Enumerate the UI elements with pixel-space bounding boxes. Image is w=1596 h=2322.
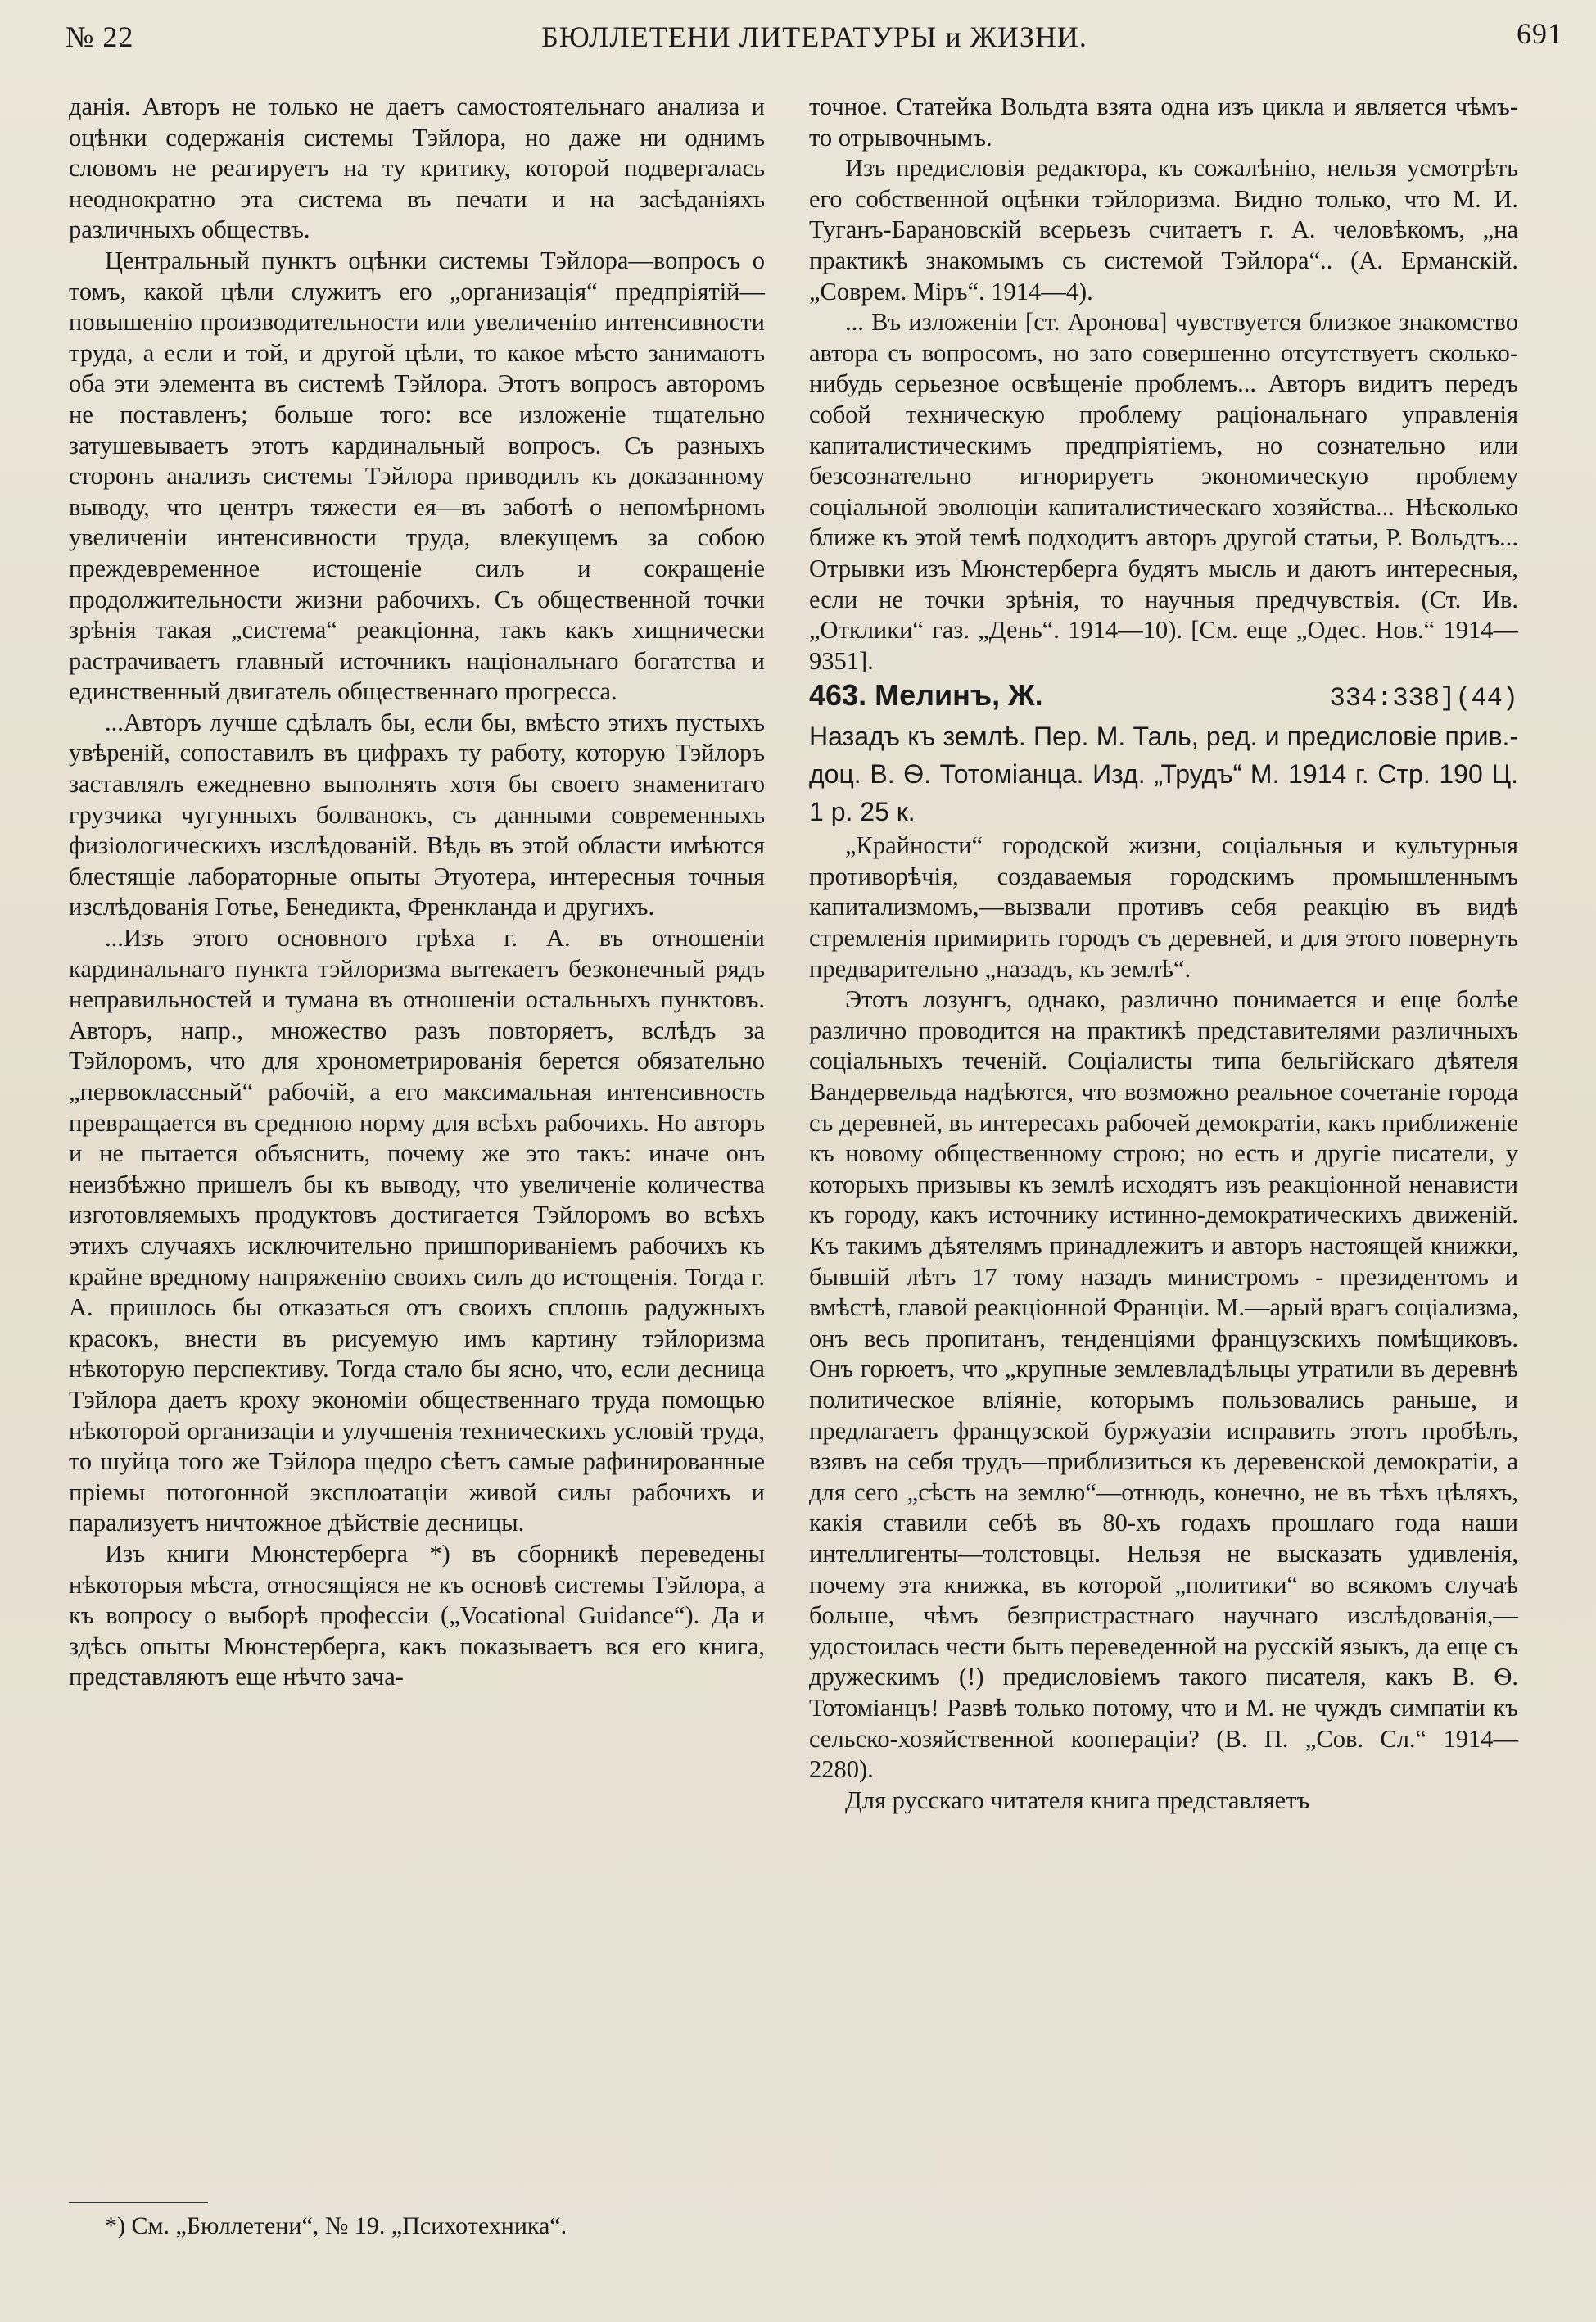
page-number: 691 bbox=[1517, 17, 1563, 50]
left-column bbox=[69, 92, 765, 1693]
paragraph: ...Изъ этого основного грѣха г. А. въ отношеніи кардинальнаго пункта тэйлоризма вытекаетъ безконечный рядъ неправильностей и тумана въ отношеніи остальныхъ пунктовъ. Авторъ, напр., множество разъ повторяетъ, вслѣдъ за Тэйлоромъ, что для хронометрированія берется обязательно „первоклассный“ рабочій, а его максимальная интенсивность превращается въ среднюю норму для всѣхъ рабочихъ. Но авторъ и не пытается объяснить, почему же это такъ: иначе онъ неизбѣжно пришелъ бы къ выводу, что увеличеніе количества изготовляемыхъ продуктовъ достигается Тэйлоромъ во всѣхъ этихъ случаяхъ исключительно пришпориваніемъ рабочихъ къ крайне вредному напряженію своихъ силъ до истощенія. Тогда г. А. пришлось бы отказаться отъ своихъ сплошь радужныхъ красокъ, внести въ рисуемую имъ картину тэйлоризма нѣкоторую перспективу. Тогда стало бы ясно, что, если десница Тэйлора даетъ кроху экономіи общественнаго труда помощью нѣкоторой организаціи и улучшенія техническихъ условій труда, то шуйца того же Тэйлора щедро сѣетъ самые рафинированные пріемы потогонной эксплоатаціи живой силы рабочихъ и парализуетъ ничтожное дѣйствіе десницы. bbox=[69, 924, 765, 1537]
paragraph: данія. Авторъ не только не даетъ самостоятельнаго анализа и оцѣнки содержанія системы Тэйлора, но даже ни однимъ словомъ не реагируетъ на ту критику, которой подвергалась неоднократно эта система въ печати и на засѣданіяхъ различныхъ обществъ. bbox=[69, 93, 765, 244]
paragraph: Изъ предисловія редактора, къ сожалѣнію, нельзя усмотрѣть его собственной оцѣнки тэйлоризма. Видно только, что М. И. Туганъ-Барановскій всерьезъ считаетъ г. А. человѣкомъ, „на практикѣ знакомымъ съ системой Тэйлора“.. (А. Ерманскій. „Соврем. Міръ“. 1914—4). bbox=[809, 154, 1518, 306]
bibliography-entry-heading bbox=[809, 678, 1518, 716]
paragraph: Изъ книги Мюнстерберга *) въ сборникѣ переведены нѣкоторыя мѣста, относящіяся не къ основѣ системы Тэйлора, а къ вопросу о выборѣ профессіи („Vocational Guidance“). Да и здѣсь опыты Мюнстерберга, какъ показываетъ вся его книга, представляютъ еще нѣчто зача- bbox=[69, 1539, 765, 1691]
footnote: *) См. „Бюллетени“, № 19. „Психотехника“. bbox=[105, 2212, 567, 2239]
right-column bbox=[809, 92, 1518, 1816]
entry-classification: 334:338](44) bbox=[1329, 683, 1518, 714]
paragraph: ...Авторъ лучше сдѣлалъ бы, если бы, вмѣсто этихъ пустыхъ увѣреній, сопоставилъ въ цифрахъ ту работу, которую Тэйлоръ заставлялъ ежедневно выполнять хотя бы своего знаменитаго грузчика чугунныхъ болванокъ, съ данными современныхъ физіологическихъ изслѣдованій. Вѣдь въ этой области имѣются блестящіе лабораторные опыты Этуотера, интересныя точныя изслѣдованія Готье, Бенедикта, Френкланда и другихъ. bbox=[69, 708, 765, 921]
paragraph: точное. Статейка Вольдта взята одна изъ цикла и является чѣмъ-то отрывочнымъ. bbox=[809, 93, 1518, 152]
paragraph: „Крайности“ городской жизни, соціальныя и культурныя противорѣчія, создаваемыя городскимъ промышленнымъ капитализмомъ,—вызвали противъ себя реакцію въ видѣ стремленія примирить городъ съ деревней, и для этого повернуть предварительно „назадъ, къ землѣ“. bbox=[809, 831, 1518, 983]
paragraph: ... Въ изложеніи [ст. Аронова] чувствуется близкое знакомство автора съ вопросомъ, но зато совершенно отсутствуетъ сколько-нибудь серьезное освѣщеніе проблемъ... Авторъ видитъ передъ собой техническую проблему раціональнаго управленія капиталистическимъ предпріятіемъ, но сознательно или безсознательно игнорируетъ экономическую проблему соціальной эволюціи капиталистическаго хозяйства... Нѣсколько ближе къ этой темѣ подходитъ авторъ другой статьи, Р. Вольдтъ... Отрывки изъ Мюнстерберга будятъ мысль и даютъ интересныя, если не точки зрѣнія, то научныя предчувствія. (Ст. Ив. „Отклики“ газ. „День“. 1914—10). [См. еще „Одес. Нов.“ 1914—9351]. bbox=[809, 308, 1518, 675]
paragraph: Для русскаго читателя книга представляетъ bbox=[845, 1786, 1310, 1814]
footnote-divider bbox=[69, 2202, 208, 2203]
entry-bibliographic-details: Назадъ къ землѣ. Пер. М. Таль, ред. и предисловіе прив.-доц. В. Ѳ. Тотоміанца. Изд. „Трудъ“ М. 1914 г. Стр. 190 Ц. 1 р. 25 к. bbox=[809, 722, 1518, 827]
paragraph: Центральный пунктъ оцѣнки системы Тэйлора—вопросъ о томъ, какой цѣли служитъ его „организація“ предпріятій—повышенію производительности или увеличенію интенсивности труда, а если и той, и другой цѣли, то какое мѣсто занимаютъ оба эти элемента въ системѣ Тэйлора. Этотъ вопросъ авторомъ не поставленъ; больше того: все изложеніе тщательно затушевываетъ этотъ кардинальный вопросъ. Съ разныхъ сторонъ анализъ системы Тэйлора приводилъ къ доказанному выводу, что центръ тяжести ея—въ заботѣ о непомѣрномъ увеличеніи интенсивности труда, влекущемъ за собою преждевременное истощеніе силъ и сокращеніе продолжительности жизни рабочихъ. Съ общественной точки зрѣнія такая „система“ реакціонна, такъ какъ хищнически растрачиваетъ главный источникъ національнаго богатства и единственный двигатель общественнаго прогресса. bbox=[69, 246, 765, 706]
issue-number: № 22 bbox=[66, 20, 134, 53]
running-header bbox=[66, 10, 1563, 61]
journal-title: БЮЛЛЕТЕНИ ЛИТЕРАТУРЫ и ЖИЗНИ. bbox=[541, 20, 1087, 53]
entry-author: Мелинъ, Ж. bbox=[875, 678, 1043, 713]
entry-number: 463. bbox=[809, 678, 867, 713]
paragraph: Этотъ лозунгъ, однако, различно понимается и еще болѣе различно проводится на практикѣ представителями различныхъ соціальныхъ теченій. Соціалисты типа бельгійскаго дѣятеля Вандервельда надѣются, что возможно реальное сочетаніе города съ деревней, въ интересахъ рабочей демократіи, какъ приближеніе къ новому общественному строю; но есть и другіе писатели, у которыхъ призывы къ землѣ исходятъ изъ реакціонной ненависти къ городу, какъ источнику истинно-демократическихъ движеній. Къ такимъ дѣятелямъ принадлежитъ и авторъ настоящей книжки, бывшій лѣтъ 17 тому назадъ министромъ - президентомъ и вмѣстѣ, главой реакціонной Франціи. М.—арый врагъ соціализма, онъ весь пропитанъ, тенденціями французскихъ помѣщиковъ. Онъ горюетъ, что „крупные землевладѣльцы утратили въ деревнѣ политическое вліяніе, которымъ пользовались раньше, и предлагаетъ французской буржуазіи исправить этотъ пробѣлъ, взявъ на себя трудъ—приблизиться къ деревенской демократіи, а для сего „сѣсть на землю“—отнюдь, конечно, не въ тѣхъ цѣляхъ, какія ставили себѣ въ 80-хъ годахъ прошлаго года наши интеллигенты—толстовцы. Нельзя не высказать удивленія, почему эта книжка, въ которой „политики“ во всякомъ случаѣ больше, чѣмъ безпристрастнаго научнаго изслѣдованія,—удостоилась чести быть переведенной на русскій языкъ, да еще съ дружескимъ (!) предисловіемъ такого писателя, какъ В. Ѳ. Тотоміанцъ! Развѣ только потому, что и М. не чуждъ симпатіи къ сельско-хозяйственной коопераціи? (В. П. „Сов. Сл.“ 1914—2280). bbox=[809, 985, 1518, 1784]
